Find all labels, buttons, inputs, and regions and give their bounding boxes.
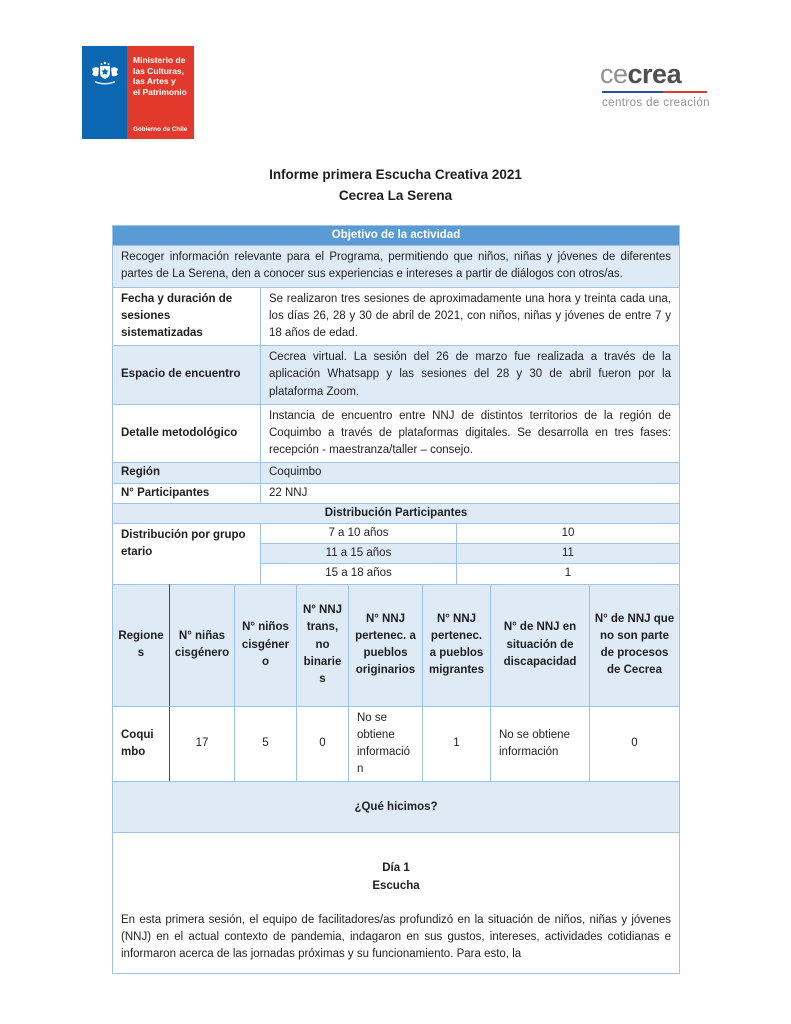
demo-value-cell: 5 [235,706,297,782]
gobierno-de-chile-label: Gobierno de Chile [133,126,188,133]
fecha-value-cell: Se realizaron tres sesiones de aproximadamente una hora y treinta cada una, los días 26, 28 y 30 de abril de 2021, con niños, niñas y jóvenes de entre 7 y 18 años de edad. [261,287,680,346]
age-range-cell: 15 a 18 años [261,564,457,584]
objetivo-text-cell: Recoger información relevante para el Programa, permitiendo que niños, niñas y jóvenes de diferentes partes de La Serena, den a conocer sus experiencias e intereses a partir de diálogos con otros/as. [113,246,680,287]
age-distribution-table [112,523,680,585]
detalle-value-cell: Instancia de encuentro entre NNJ de distintos territorios de la región de Coquimbo a través de plataformas digitales. Se desarrolla en tres fases: recepción - maestranza/taller – consejo. [261,404,680,463]
age-range-cell: 7 a 10 años [261,524,457,544]
demo-region-cell: Coquimbo [113,706,170,782]
objetivo-header-cell: Objetivo de la actividad [113,226,680,246]
detalle-label-cell: Detalle metodológico [113,404,261,463]
coat-of-arms-panel [82,46,127,139]
grupo-etario-label-cell: Distribución por grupo etario [113,524,261,585]
cecrea-tagline: centros de creación [602,97,710,109]
demo-header-pueblos-originarios: N° NNJ pertenec. a pueblos originarios [349,584,423,706]
info-table [112,225,680,524]
demo-value-cell: 0 [297,706,349,782]
document-title-line1: Informe primera Escucha Creativa 2021 [269,167,522,182]
document-title-line2: Cecrea La Serena [338,188,453,203]
ministry-text-panel [127,46,194,139]
espacio-label-cell: Espacio de encuentro [113,346,261,405]
age-count-cell: 10 [457,524,680,544]
fecha-label-cell: Fecha y duración de sesiones sistematizadas [113,287,261,346]
dia1-paragraph: En esta primera sesión, el equipo de facilitadores/as profundizó en la situación de niños, niñas y jóvenes (NNJ) en el actual contexto de pandemia, indagaron en sus gustos, intereses, actividades cotidianas e informaron acerca de las jornadas próximas y su funcionamiento. Para esto, la [121,913,671,961]
espacio-value-cell: Cecrea virtual. La sesión del 26 de marzo fue realizada a través de la aplicación Whatsapp y las sesiones del 28 y 30 de abril fueron por la plataforma Zoom. [261,346,680,405]
coat-of-arms-icon [88,60,122,86]
age-count-cell: 1 [457,564,680,584]
demo-header-no-cecrea: N° de NNJ que no son parte de procesos de Cecrea [590,584,680,706]
ministry-name-line: Ministerio de [133,55,186,65]
demographics-table [112,584,680,783]
cecrea-bold: crea [627,59,682,89]
demo-value-cell: 17 [170,706,235,782]
page-header [0,0,791,139]
demo-value-cell: 0 [590,706,680,782]
region-label-cell: Región [113,463,261,483]
ministry-name [133,55,190,97]
cecrea-wordmark [600,60,710,88]
ministry-logo [82,46,194,139]
demo-value-cell: 1 [423,706,491,782]
que-hicimos-header-cell: ¿Qué hicimos? [113,782,680,833]
ministry-name-line: el Patrimonio [133,86,187,97]
cecrea-logo [600,60,710,109]
participantes-value-cell: 22 NNJ [261,483,680,503]
document-title [0,164,791,206]
activity-section-table [112,781,680,974]
demo-header-pueblos-migrantes: N° NNJ pertenec. a pueblos migrantes [423,584,491,706]
age-count-cell: 11 [457,544,680,564]
demo-header-ninas-cisgenero: N° niñas cisgénero [170,584,235,706]
cecrea-divider [602,91,707,93]
ministry-name-line: las Culturas, [133,65,185,76]
cecrea-prefix: ce [600,59,628,89]
demo-header-discapacidad: N° de NNJ en situación de discapacidad [491,584,590,706]
demo-header-ninos-cisgenero: N° niños cisgénero [235,584,297,706]
ministry-name-line: las Artes y [133,76,176,86]
demo-header-regiones: Regiones [113,584,170,706]
demo-value-cell: No se obtiene información [491,706,590,782]
age-range-cell: 11 a 15 años [261,544,457,564]
demo-header-trans-no-binaries: N° NNJ trans, no binaries [297,584,349,706]
report-table [112,225,679,974]
distribucion-header-cell: Distribución Participantes [113,503,680,523]
dia1-subtitle: Escucha [372,879,420,892]
region-value-cell: Coquimbo [261,463,680,483]
participantes-label-cell: N° Participantes [113,483,261,503]
demo-value-cell: No se obtiene información [349,706,423,782]
dia1-title: Día 1 [382,862,410,875]
dia1-cell [113,833,680,974]
